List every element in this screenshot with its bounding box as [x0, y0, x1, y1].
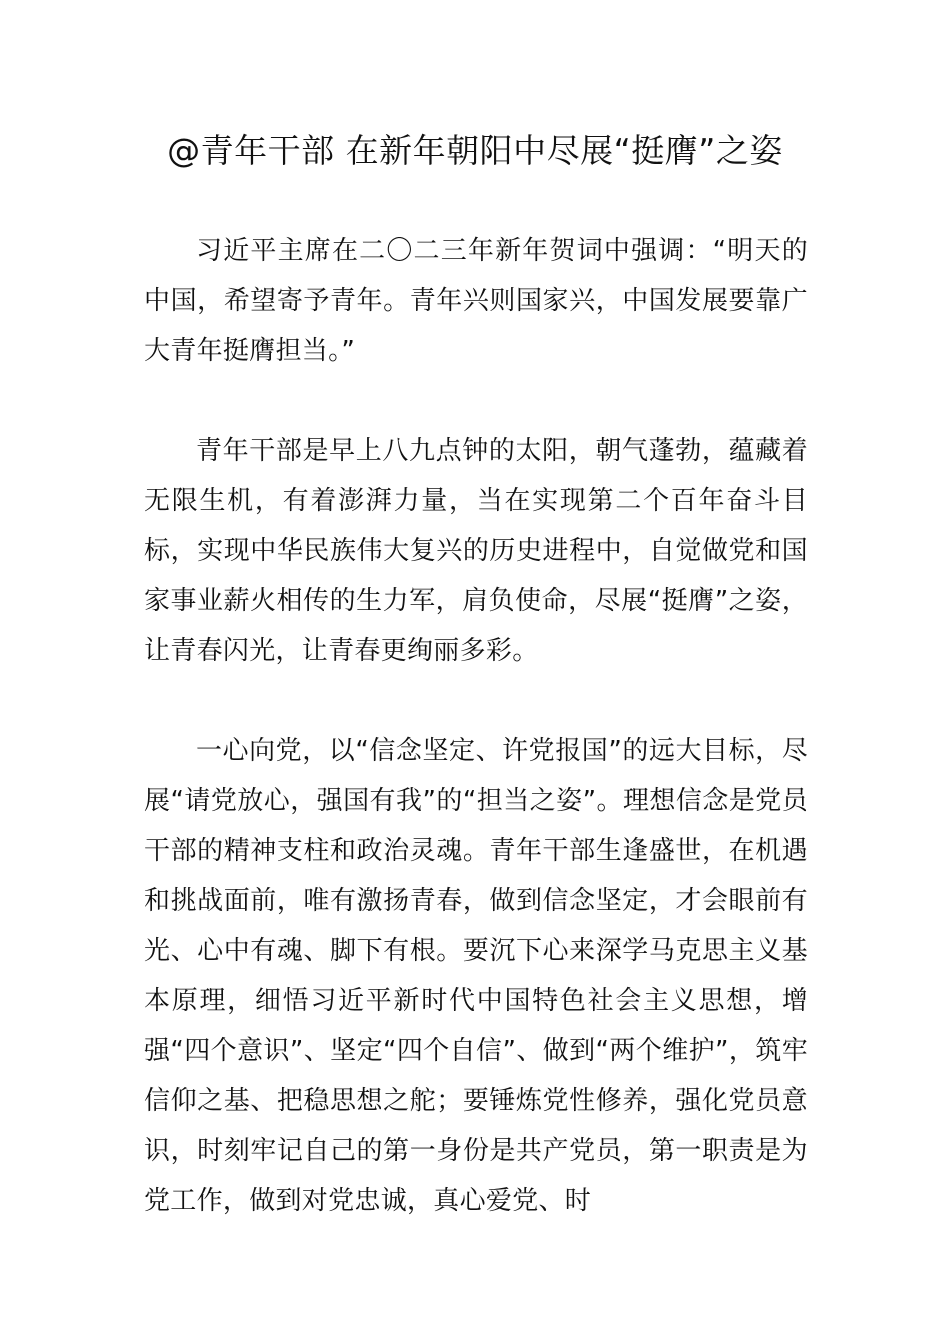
document-title: @青年干部 在新年朝阳中尽展“挺膺”之姿: [167, 131, 783, 170]
paragraph-2: 青年干部是早上八九点钟的太阳，朝气蓬勃，蕴藏着无限生机，有着澎湃力量，当在实现第二个百年奋斗目标，实现中华民族伟大复兴的历史进程中，自觉做党和国家事业薪火相传的生力军，肩负使命，尽展“挺膺”之姿，让青春闪光，让青春更绚丽多彩。: [144, 436, 808, 666]
paragraph-3: 一心向党，以“信念坚定、许党报国”的远大目标，尽展“请党放心，强国有我”的“担当之姿”。理想信念是党员干部的精神支柱和政治灵魂。青年干部生逢盛世，在机遇和挑战面前，唯有激扬青春，做到信念坚定，才会眼前有光、心中有魂、脚下有根。要沉下心来深学马克思主义基本原理，细悟习近平新时代中国特色社会主义思想，增强“四个意识”、坚定“四个自信”、做到“两个维护”，筑牢信仰之基、把稳思想之舵；要锤炼党性修养，强化党员意识，时刻牢记自己的第一身份是共产党员，第一职责是为党工作，做到对党忠诚，真心爱党、时: [144, 736, 808, 1216]
paragraph-1: 习近平主席在二〇二三年新年贺词中强调：“明天的中国，希望寄予青年。青年兴则国家兴，中国发展要靠广大青年挺膺担当。”: [144, 236, 808, 366]
